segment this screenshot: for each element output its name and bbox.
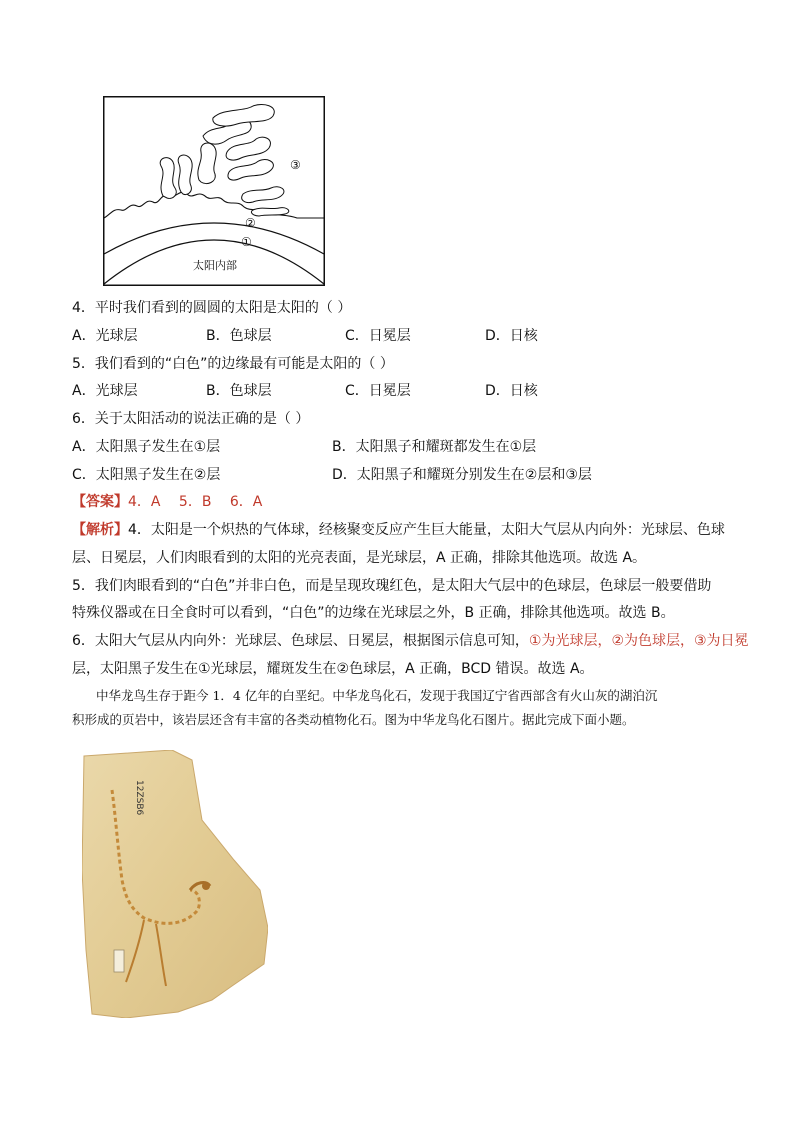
specimen-label: 12ZSB6 [134, 780, 144, 816]
q6-option-a: A．太阳黑子发生在①层 [72, 439, 221, 455]
question-5-stem: 5．我们看到的“白色”的边缘最有可能是太阳的（ ） [72, 356, 394, 372]
analysis-line-5 [72, 631, 749, 651]
sun-structure-diagram [103, 96, 325, 286]
q4-option-c: C．日冕层 [345, 328, 411, 344]
answer-text: 4．A 5．B 6．A [128, 494, 263, 510]
q6-option-b: B．太阳黑子和耀斑都发生在①层 [332, 439, 537, 455]
analysis-text-5b: ①为光球层，②为色球层，③为日冕 [528, 633, 749, 649]
passage-line-2: 积形成的页岩中，该岩层还含有丰富的各类动植物化石。图为中华龙鸟化石图片。据此完成下面小题。 [72, 712, 635, 727]
q6-option-c: C．太阳黑子发生在②层 [72, 467, 221, 483]
q4-option-b: B．色球层 [206, 328, 272, 344]
analysis-line-2: 层、日冕层，人们肉眼看到的太阳的光亮表面，是光球层，A 正确，排除其他选项。故选 A。 [72, 550, 647, 566]
marker-1: ① [241, 235, 252, 249]
marker-3: ③ [290, 158, 301, 172]
sun-interior-label: 太阳内部 [193, 259, 237, 272]
analysis-line-4: 特殊仪器或在日全食时可以看到，“白色”的边缘在光球层之外，B 正确，排除其他选项。故选 B。 [72, 605, 675, 621]
q5-option-d: D．日核 [485, 383, 538, 399]
passage-line-1: 中华龙鸟生存于距今 1．4 亿年的白垩纪。中华龙鸟化石，发现于我国辽宁省西部含有火山灰的湖泊沉 [96, 688, 658, 703]
analysis-text-1: 4．太阳是一个炽热的气体球，经核聚变反应产生巨大能量，太阳大气层从内向外：光球层、色球 [128, 522, 725, 538]
question-6-stem: 6．关于太阳活动的说法正确的是（ ） [72, 411, 310, 427]
answer-line [72, 492, 262, 512]
analysis-line-1 [72, 520, 725, 540]
analysis-text-5a: 6．太阳大气层从内向外：光球层、色球层、日冕层，根据图示信息可知， [72, 633, 529, 649]
analysis-line-3: 5．我们肉眼看到的“白色”并非白色，而是呈现玫瑰红色，是太阳大气层中的色球层，色球层一般要借助 [72, 578, 712, 594]
marker-2: ② [245, 216, 256, 230]
q5-option-c: C．日冕层 [345, 383, 411, 399]
answer-tag: 【答案】 [72, 494, 128, 510]
q5-option-b: B．色球层 [206, 383, 272, 399]
question-4-stem: 4．平时我们看到的圆圆的太阳是太阳的（ ） [72, 300, 352, 316]
q5-option-a: A．光球层 [72, 383, 138, 399]
q4-option-d: D．日核 [485, 328, 538, 344]
q6-option-d: D．太阳黑子和耀斑分别发生在②层和③层 [332, 467, 592, 483]
analysis-line-6: 层，太阳黑子发生在①光球层，耀斑发生在②色球层，A 正确，BCD 错误。故选 A。 [72, 661, 594, 677]
analysis-tag: 【解析】 [72, 522, 128, 538]
q4-option-a: A．光球层 [72, 328, 138, 344]
fossil-image [82, 750, 268, 1018]
